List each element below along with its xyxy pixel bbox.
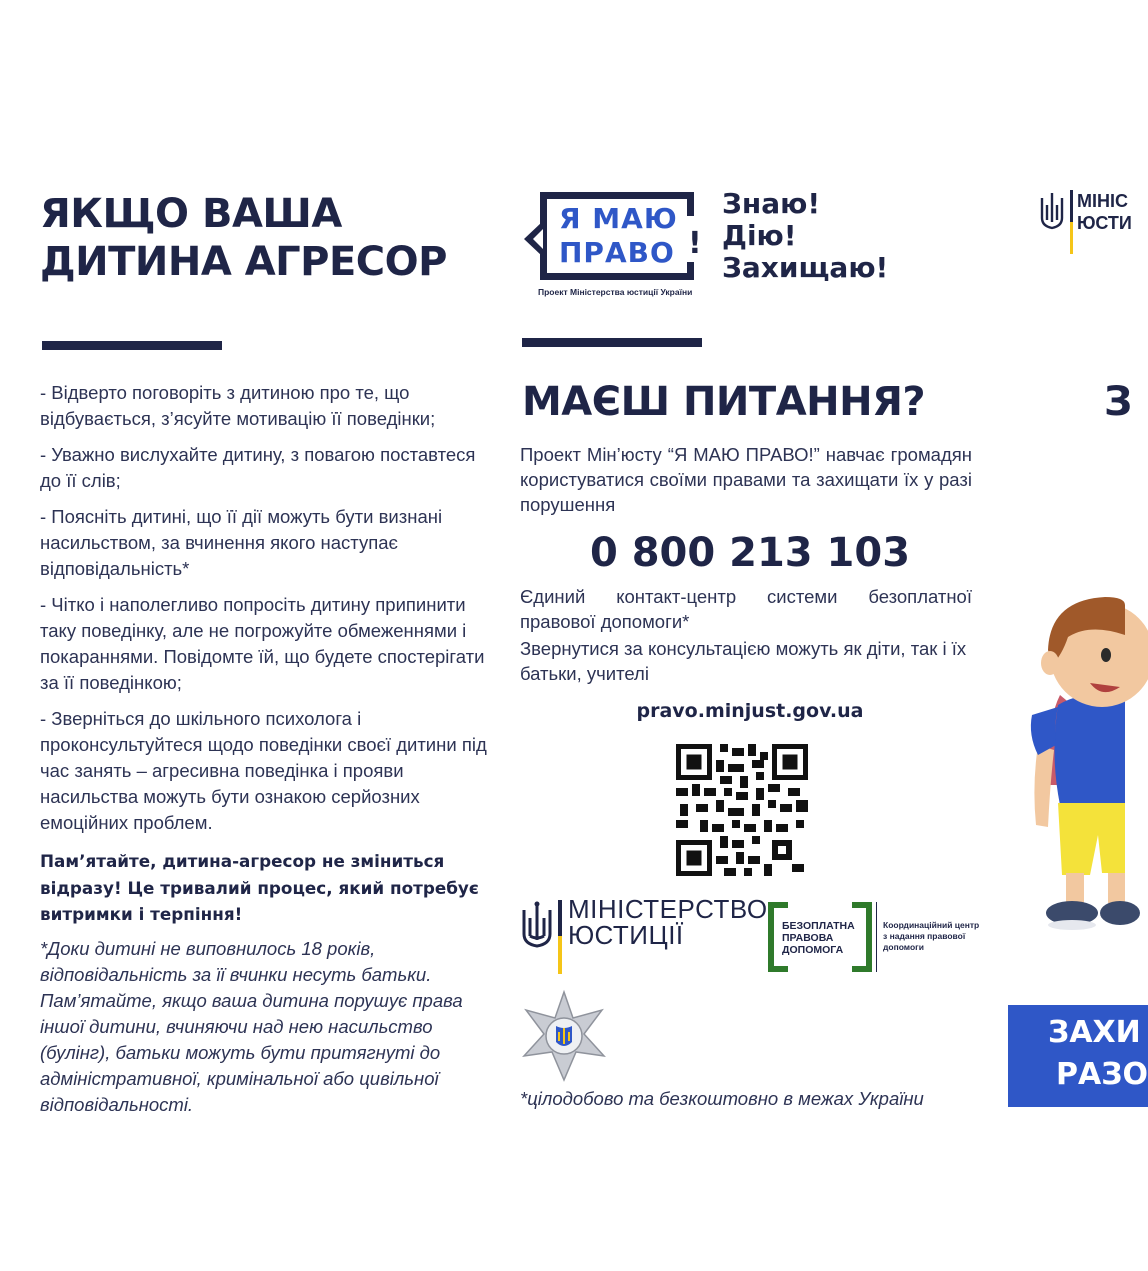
contact-center-text: Єдиний контакт-центр системи безоплатної правової допомоги*: [520, 586, 972, 632]
ministry-bar-navy: [558, 900, 562, 936]
consult-text: Звернутися за консультацією можуть як діти, так і їх батьки, учителі: [520, 638, 967, 684]
qr-code-icon[interactable]: [676, 744, 808, 876]
left-title-line2: ДИТИНА АГРЕСОР: [40, 239, 447, 285]
ministry-name-line2: ЮСТИЦІЇ: [568, 920, 684, 950]
website-link[interactable]: pravo.minjust.gov.ua: [636, 700, 864, 722]
legal-aid-frame-gap-top: [788, 902, 852, 908]
right-ministry-bar-navy: [1070, 190, 1073, 222]
left-tips: [40, 380, 498, 1118]
ministry-name: [568, 894, 768, 950]
right-banner-text: [1048, 1012, 1148, 1096]
trident-icon: [518, 900, 556, 956]
middle-footnote: *цілодобово та безкоштовно в межах України: [520, 1088, 924, 1109]
logo-exclaim: !: [688, 226, 702, 261]
legal-aid-line2: ПРАВОВА: [782, 932, 834, 944]
slogan: [722, 188, 922, 284]
left-title-line1: ЯКЩО ВАША: [40, 191, 342, 237]
right-ministry-bar-yellow: [1070, 222, 1073, 254]
right-ministry-line2: ЮСТИ: [1077, 213, 1132, 233]
left-title: [40, 190, 500, 286]
tip-1: - Відверто поговоріть з дитиною про те, що відбувається, з’ясуйте мотивацію її поведінки;: [40, 382, 436, 429]
right-ministry-name: [1077, 190, 1137, 234]
boy-illustration: [1020, 595, 1125, 940]
right-title-partial: З: [1104, 379, 1133, 425]
tip-5: - Зверніться до шкільного психолога і проконсультуйтеся щодо поведінки своєї дитини під час занять – агресивна поведінка і прояви насильства можуть бути ознакою серйозних емоційних проблем.: [40, 708, 487, 833]
police-star-icon: [518, 990, 610, 1082]
ministry-bar-yellow: [558, 936, 562, 974]
legal-aid-divider: [876, 902, 877, 972]
trident-icon-right: [1037, 190, 1067, 236]
logo-line1: Я МАЮ: [559, 202, 678, 235]
legal-aid-logo-text: [782, 920, 866, 956]
slogan-line1: Знаю!: [722, 187, 821, 220]
right-banner-line1: ЗАХИ: [1048, 1015, 1141, 1050]
legal-aid-frame-gap-bottom: [788, 966, 852, 972]
logo-subtitle: Проект Міністерства юстиції України: [538, 287, 693, 297]
slogan-line3: Захищаю!: [722, 251, 889, 284]
right-ministry-line1: МІНІС: [1077, 191, 1128, 211]
right-banner-line2: РАЗО: [1056, 1057, 1148, 1092]
hotline-phone[interactable]: 0 800 213 103: [589, 530, 911, 576]
remember-note: Пам’ятайте, дитина-агресор не зміниться відразу! Це тривалий процес, який потребує витримки і терпіння!: [40, 851, 479, 924]
legal-aid-line3: ДОПОМОГА: [782, 944, 844, 956]
left-footnote: *Доки дитині не виповнилось 18 років, відповідальність за її вчинки несуть батьки. Пам’ятайте, якщо ваша дитина порушує права іншої дитини, вчиняючи над нею насильство (булінг), батьки можуть бути притягнуті до адміністративної, кримінальної або цивільної відповідальності.: [40, 937, 463, 1115]
middle-title: МАЄШ ПИТАННЯ?: [522, 379, 926, 425]
logo-line2: ПРАВО: [559, 236, 675, 269]
tip-2: - Уважно вислухайте дитину, з повагою поставтеся до її слів;: [40, 444, 476, 491]
ministry-name-line1: МІНІСТЕРСТВО: [568, 894, 768, 924]
coordination-center-text: Координаційний центр з надання правової допомоги: [883, 920, 980, 952]
left-divider: [42, 341, 222, 350]
project-intro: Проект Мін’юсту “Я МАЮ ПРАВО!” навчає громадян користуватися своїми правами та захищати їх у разі порушення: [520, 444, 972, 515]
slogan-line2: Дію!: [722, 219, 797, 252]
tip-3: - Поясніть дитині, що її дії можуть бути визнані насильством, за вчинення якого наступає відповідальність*: [40, 506, 443, 579]
legal-aid-line1: БЕЗОПЛАТНА: [782, 920, 855, 932]
logo-notch-inner: [533, 229, 543, 249]
middle-divider: [522, 338, 702, 347]
tip-4: - Чітко і наполегливо попросіть дитину припинити таку поведінку, але не погрожуйте обмеженнями і покараннями. Повідомте їй, що будете спостерігати за її поведінкою;: [40, 594, 485, 693]
